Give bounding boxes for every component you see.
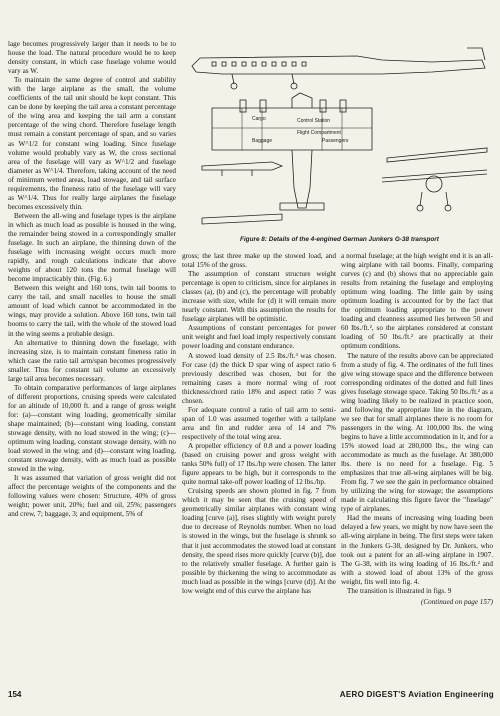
paragraph: Between the all-wing and fuselage types is the airplane in which as much load as possible is housed in the wing, the remainder being stowed in a correspondingly smaller fuselage. In such an airplane, the thinning down of the fuselage with increasing weight occurs much more rapidly, and rough calculations indicate that above weights of about 120 tons the normal fuselage will become impracticably thin. (Fig. 6.) <box>8 211 176 284</box>
tailplane-plan <box>280 203 324 210</box>
paragraph: a normal fuselage; at the high weight end it is an all-wing airplane with tail booms. Finally, comparing curves (c) and (b) shows that no appreciable gain results from retaining the fuselage and employing optimum wing loading. The little gain by using optimum loading is accounted for by the fact that the optimum loading appropriate to the power loading and cleanness assumed lies between 50 and 60 lbs./ft.², so the airplanes considered at constant loading of 50 lbs./ft.² are practically at their optimum conditions. <box>341 252 493 351</box>
front-view <box>382 170 487 211</box>
paragraph: gross; the last three make up the stowed load, and total 15% of the gross. <box>182 252 336 270</box>
page-number: 154 <box>8 690 22 699</box>
figure-label: Passengers <box>322 138 349 144</box>
figure-label: Baggage <box>252 138 273 144</box>
paragraph: A stowed load density of 2.5 lbs./ft.³ was chosen. For case (d) the thick D spar wing of aspect ratio 6 previously described was chosen, but for the remaining cases a more normal wing of root thickness/chord ratio 18% and aspect ratio 7 was chosen. <box>182 351 336 405</box>
paragraph: It was assumed that variation of gross weight did not affect the percentage weights of the components and the following values were chosen: Structure, 40% of gross weight; power unit, 20%; fuel and oil, 25%; passengers and crew, 7; baggage, 3; and equipment, 5% of <box>8 474 176 519</box>
paragraph: Between this weight and 160 tons, twin tail booms to carry the tail, and small nacelles to house the small amount of load which cannot be accommodated in the wings, may provide a solution. Above 160 tons, twin tail booms to carry the tail, with the whole of the stowed load in the wing seems a probable design. <box>8 284 176 338</box>
paragraph: Assumptions of constant percentages for power unit weight and fuel load imply respectively constant power loading and constant endurance. <box>182 324 336 351</box>
paragraph: Cruising speeds are shown plotted in fig. 7 from which it may be seen that the cruising speed of geometrically similar airplanes with constant wing loading [curve (a)], rises slightly with weight purely due to decrease of Reynolds number. When no load is stowed in the wings, but the fuselage is shrunk so that it just accommodates the stowed load at constant density, the speed rises more quickly [curve (b)], due to the relatively smaller fuselage. A further gain is possible by thickening the wing to accommodate as much load as possible in the wings [curve (d)]. At the low weight end of this curve the airplane has <box>182 487 336 595</box>
tail-fin <box>467 48 485 60</box>
publication-title: AERO DIGEST'S Aviation Engineering <box>339 690 494 699</box>
paragraph: An alternative to thinning down the fuselage, with increasing size, is to maintain constant fineness ratio in which case the ratio tail arm/span becomes progressively smaller. Thus for constant tail volume an excessively large tail area becomes necessary. <box>8 338 176 383</box>
junkers-g38-drawing <box>182 38 494 238</box>
figure-label: Control Station <box>297 118 331 124</box>
paragraph: lage becomes progressively larger than it needs to be to house the load. The natural procedure would be to keep density constant, in which case fuselage volume would vary as W. <box>8 40 176 76</box>
paragraph: The assumption of constant structure weight percentage is open to criticism, since for airplanes in classes (a), (b) and (c), the percentage will probably increase with size, while for (d) it will remain more nearly constant. With this assumption the results for fuselage airplanes will be optimistic. <box>182 270 336 324</box>
paragraph: The transition is illustrated in figs. 9 <box>347 586 452 595</box>
paragraph: For adequate control a ratio of tail arm to semi-span of 1.0 was assumed together with a tailplane area and fin and rudder area of 14 and 7% respectively of the total wing area. <box>182 405 336 441</box>
paragraph: Had the means of increasing wing loading been delayed a few years, we might by now have seen the all-wing airplane in being. The first steps were taken in the Junkers G-38, designed by Dr. Junkers, who took out a patent for an all-wing airplane in 1907. The G-38, with its wing loading of 16 lbs./ft.² and with a stowed load of about 13% of the gross weight, fits well into fig. 4. <box>341 514 493 586</box>
figure-caption: Figure 8: Details of the 4-engined German Junkers G-38 transport <box>240 236 439 243</box>
side-windows <box>212 62 306 66</box>
paragraph: To obtain comparative performances of large airplanes of different proportions, cruising speeds were calculated for an altitude of 10,000 ft. and a range of gross weight for: (a)—constant wing loading, geometrically similar shape maintained; (b)—constant wing loading, constant stowage density, with no load stowed in the wing; (c)—optimum wing loading, constant stowage density, with no load stowed in the wing; and (d)—constant wing loading, constant stowage density, with as much load as possible stowed in the wing. <box>8 383 176 474</box>
paragraph: To maintain the same degree of control and stability with the large airplane as the small, the volume coefficients of the tail unit should be kept constant. This can be done by keeping the tail area a constant percentage of the wing area and keeping the tail arm a constant percentage of the wing chord. Therefore fuselage length must remain a constant percentage of span, and so varies as W^1/2 for constant wing loading. Since fuselage volume would probably vary as W, the cross sectional area of the fuselage will vary as W^1/2 and fuselage diameter as W^1/4. Therefore, taking account of the need of minimum wetted areas, load stowage, and tail surface requirements, the fineness ratio of the fuselage will vary as W^1/4. Thus for really large airplanes the fuselage becomes excessively thin. <box>8 76 176 211</box>
fuselage-plan <box>292 150 312 208</box>
figure-label: Flight Compartment <box>297 130 341 136</box>
engine-nacelles <box>240 100 346 112</box>
paragraph: The nature of the results above can be appreciated from a study of fig. 4. The ordinates of the full lines give wing stowage space and the difference between corresponding ordinates of the dotted and full lines gives fuselage stowage space. Taking 50 lbs./ft.² as a wing loading likely to be realized in practice soon, and following the appropriate line in the diagram, we see that for small airplanes there is no room for passengers in the wing. At 100,000 lbs. the wing begins to have a little accommodation in it, and for a 15% stowed load at 280,000 lbs., the wing can accommodate as much as the fuselage. At 380,000 lbs. there is no need for a fuselage. Fig. 5 emphasizes that true all-wing airplanes will be big. From fig. 7 we see the gain in performance obtained by utilizing the wing for stowage; the assumptions made in calculating this figure favor the "fuselage" type of airplanes. <box>341 351 493 514</box>
figure-label: Cargo <box>252 116 266 122</box>
text-column-3 <box>341 252 493 680</box>
page-footer <box>8 690 494 704</box>
text-column-2 <box>182 252 336 680</box>
text-column-1 <box>8 40 176 680</box>
continued-note: (Continued on page 157) <box>420 597 493 606</box>
paragraph: A propeller efficiency of 0.8 and a power loading (based on cruising power and gross weight with tanks 50% full) of 17 lbs./hp were chosen. The latter figure appears to be high, but it corresponds to the quite normal take-off power loading of 12 lbs./hp. <box>182 441 336 487</box>
